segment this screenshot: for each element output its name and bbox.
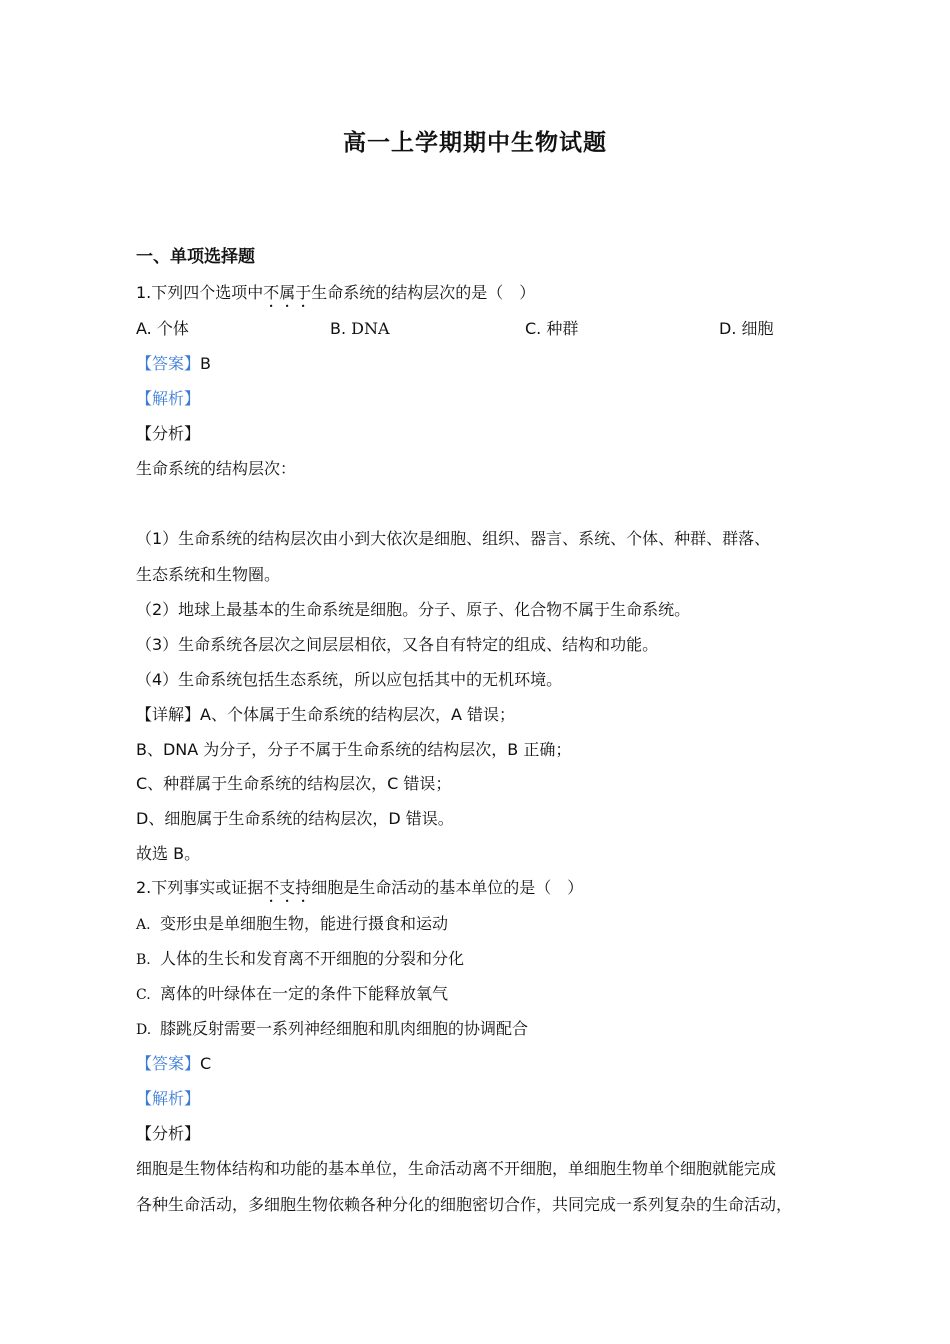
- option-letter: D.: [719, 319, 737, 338]
- option-letter: A.: [136, 319, 152, 338]
- option-letter: A.: [136, 917, 151, 933]
- question-1-point: （1）生命系统的结构层次由小到大依次是细胞、组织、器言、系统、个体、种群、群落、: [136, 529, 771, 548]
- question-1-option-a: [136, 318, 189, 340]
- option-letter: B.: [136, 952, 151, 968]
- question-2-option-d: [136, 1018, 528, 1041]
- option-letter: C.: [525, 319, 542, 338]
- question-2-option-c: [136, 983, 448, 1006]
- question-1-option-b: [330, 318, 390, 340]
- question-1-point: 生态系统和生物圈。: [136, 565, 281, 584]
- question-1-detail: D、细胞属于生命系统的结构层次，D 错误。: [136, 809, 454, 828]
- option-text: 离体的叶绿体在一定的条件下能释放氧气: [160, 984, 449, 1003]
- question-2-stem: [136, 877, 583, 906]
- question-2-fenxi-label: 【分析】: [136, 1124, 201, 1143]
- question-1-option-c: [525, 318, 578, 340]
- question-2-fenxi-text: 细胞是生物体结构和功能的基本单位，生命活动离不开细胞，单细胞生物单个细胞就能完成: [136, 1159, 777, 1178]
- answer-value: C: [200, 1054, 212, 1073]
- question-1-stem: [136, 282, 535, 311]
- question-1-fenxi-text: 生命系统的结构层次：: [136, 459, 297, 478]
- page-title: 高一上学期期中生物试题: [343, 130, 607, 156]
- detail-label: 【详解】: [136, 705, 201, 724]
- option-text: 变形虫是单细胞生物，能进行摄食和运动: [160, 914, 449, 933]
- question-1-point: （4）生命系统包括生态系统，所以应包括其中的无机环境。: [136, 670, 563, 689]
- question-2-option-b: [136, 948, 464, 971]
- question-2-option-a: [136, 913, 448, 936]
- option-text: 个体: [156, 319, 189, 338]
- question-1-stem-emphasis: 不属于: [263, 283, 312, 302]
- question-1-option-d: [719, 318, 774, 340]
- question-1-point: （2）地球上最基本的生命系统是细胞。分子、原子、化合物不属于生命系统。: [136, 600, 691, 619]
- option-text: 膝跳反射需要一系列神经细胞和肌肉细胞的协调配合: [160, 1019, 529, 1038]
- option-text: 人体的生长和发育离不开细胞的分裂和分化: [160, 949, 465, 968]
- question-2-answer: [136, 1053, 211, 1075]
- question-2-analysis-label: 【解析】: [136, 1089, 201, 1108]
- question-2-fenxi-text: 各种生命活动，多细胞生物依赖各种分化的细胞密切合作，共同完成一系列复杂的生命活动，: [136, 1195, 793, 1214]
- option-letter: D.: [136, 1022, 152, 1038]
- detail-text: A、个体属于生命系统的结构层次，A 错误；: [200, 705, 515, 724]
- answer-value: B: [200, 354, 211, 373]
- option-letter: C.: [136, 987, 151, 1003]
- question-1-conclusion: 故选 B。: [136, 844, 201, 863]
- question-1-detail: B、DNA 为分子，分子不属于生命系统的结构层次，B 正确；: [136, 740, 572, 759]
- question-1-analysis-label: 【解析】: [136, 389, 201, 408]
- question-1-stem-post: 生命系统的结构层次的是（ ）: [311, 283, 536, 302]
- question-1-stem-pre: 1.下列四个选项中: [136, 283, 264, 302]
- question-2-stem-emphasis: 不支持: [263, 878, 312, 897]
- answer-label: 【答案】: [136, 354, 201, 373]
- section-heading: 一、单项选择题: [136, 247, 255, 267]
- option-text: 细胞: [741, 319, 774, 338]
- option-text: DNA: [351, 319, 390, 338]
- question-2-stem-post: 细胞是生命活动的基本单位的是（ ）: [311, 878, 584, 897]
- question-1-point: （3）生命系统各层次之间层层相依，又各自有特定的组成、结构和功能。: [136, 635, 659, 654]
- answer-label: 【答案】: [136, 1054, 201, 1073]
- question-1-fenxi-label: 【分析】: [136, 424, 201, 443]
- question-1-detail: [136, 704, 515, 726]
- question-1-answer: [136, 353, 211, 375]
- option-letter: B.: [330, 319, 347, 338]
- question-2-stem-pre: 2.下列事实或证据: [136, 878, 264, 897]
- question-1-detail: C、种群属于生命系统的结构层次，C 错误；: [136, 774, 452, 793]
- option-text: 种群: [546, 319, 579, 338]
